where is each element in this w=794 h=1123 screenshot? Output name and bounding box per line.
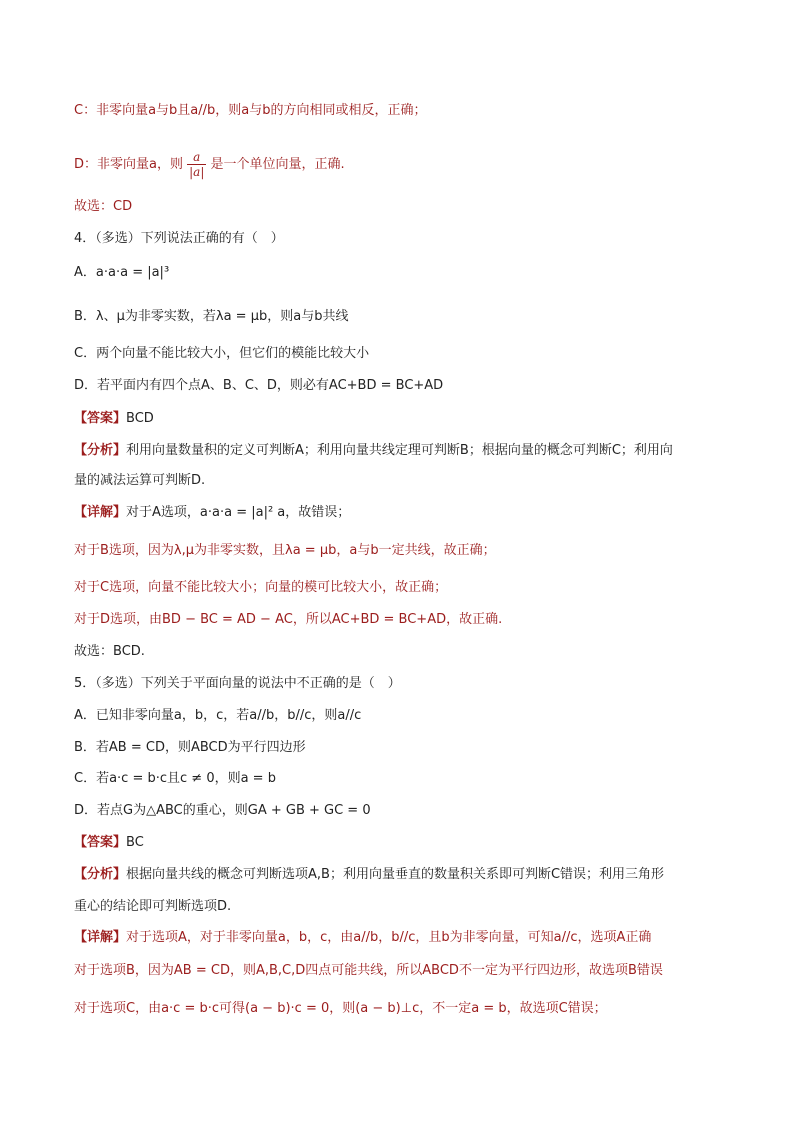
question-4-detail-2: 对于B选项，因为λ,μ为非零实数，且λa = μb，a与b一定共线，故正确； (74, 543, 496, 558)
question-5: 5．（多选）下列关于平面向量的说法中不正确的是（ ） (74, 676, 401, 691)
question-4: 4．（多选）下列说法正确的有（ ） (74, 231, 284, 246)
question-5-option-d: D．若点G为△ABC的重心，则GA + GB + GC = 0 (74, 803, 371, 818)
unit-vector-fraction (187, 150, 206, 179)
question-5-answer (74, 834, 144, 852)
question-5-analysis-1 (74, 866, 664, 884)
question-4-answer (74, 410, 154, 428)
prev-option-d-text-a: D：非零向量a，则 (74, 157, 183, 172)
prev-option-d (74, 150, 345, 179)
answer-tag: 【答案】 (74, 835, 127, 850)
analysis-text: 根据向量共线的概念可判断选项A,B；利用向量垂直的数量积关系即可判断C错误；利用三角形 (126, 867, 665, 882)
detail-tag: 【详解】 (74, 930, 127, 945)
question-4-option-c: C．两个向量不能比较大小，但它们的模能比较大小 (74, 346, 370, 361)
question-4-option-b: B．λ、μ为非零实数，若λa = μb，则a与b共线 (74, 309, 349, 324)
analysis-text: 利用向量数量积的定义可判断A；利用向量共线定理可判断B；根据向量的概念可判断C；利用向 (126, 443, 673, 458)
answer-value: BC (126, 835, 144, 850)
question-4-analysis-2: 量的减法运算可判断D. (74, 473, 206, 488)
question-4-detail-1 (74, 504, 350, 522)
question-4-option-d: D．若平面内有四个点A、B、C、D，则必有AC+BD = BC+AD (74, 378, 444, 393)
question-4-detail-4: 对于D选项，由BD − BC = AD − AC，所以AC+BD = BC+AD，故正确. (74, 612, 503, 627)
question-5-detail-1 (74, 929, 651, 947)
detail-tag: 【详解】 (74, 505, 127, 520)
prev-choice: 故选：CD (74, 199, 133, 214)
analysis-tag: 【分析】 (74, 867, 127, 882)
answer-tag: 【答案】 (74, 411, 127, 426)
question-4-detail-3: 对于C选项，向量不能比较大小；向量的模可比较大小，故正确； (74, 580, 448, 595)
question-4-option-a: A．a·a·a = |a|³ (74, 265, 170, 280)
detail-text: 对于A选项，a·a·a = |a|² a，故错误； (126, 505, 351, 520)
question-4-analysis-1 (74, 442, 673, 460)
question-5-detail-3: 对于选项C，由a·c = b·c可得(a − b)·c = 0，则(a − b)⊥c，不一定a = b，故选项C错误； (74, 1001, 607, 1016)
analysis-tag: 【分析】 (74, 443, 127, 458)
prev-option-c: C：非零向量a与b且a//b，则a与b的方向相同或相反，正确； (74, 103, 427, 118)
question-5-option-c: C．若a·c = b·c且c ≠ 0，则a = b (74, 771, 276, 786)
question-5-analysis-2: 重心的结论即可判断选项D. (74, 899, 232, 914)
question-5-option-a: A．已知非零向量a，b，c，若a//b，b//c，则a//c (74, 708, 362, 723)
detail-text: 对于选项A，对于非零向量a，b，c，由a//b，b//c，且b为非零向量，可知a//c，选项A正确 (126, 930, 652, 945)
fraction-denominator: |a| (189, 165, 205, 179)
question-4-choice: 故选：BCD. (74, 644, 145, 659)
question-5-option-b: B．若AB = CD，则ABCD为平行四边形 (74, 740, 306, 755)
fraction-numerator: a (193, 150, 201, 164)
prev-option-d-text-b: 是一个单位向量，正确. (210, 157, 345, 172)
answer-value: BCD (126, 411, 154, 426)
question-5-detail-2: 对于选项B，因为AB = CD，则A,B,C,D四点可能共线，所以ABCD不一定为平行四边形，故选项B错误 (74, 963, 663, 978)
